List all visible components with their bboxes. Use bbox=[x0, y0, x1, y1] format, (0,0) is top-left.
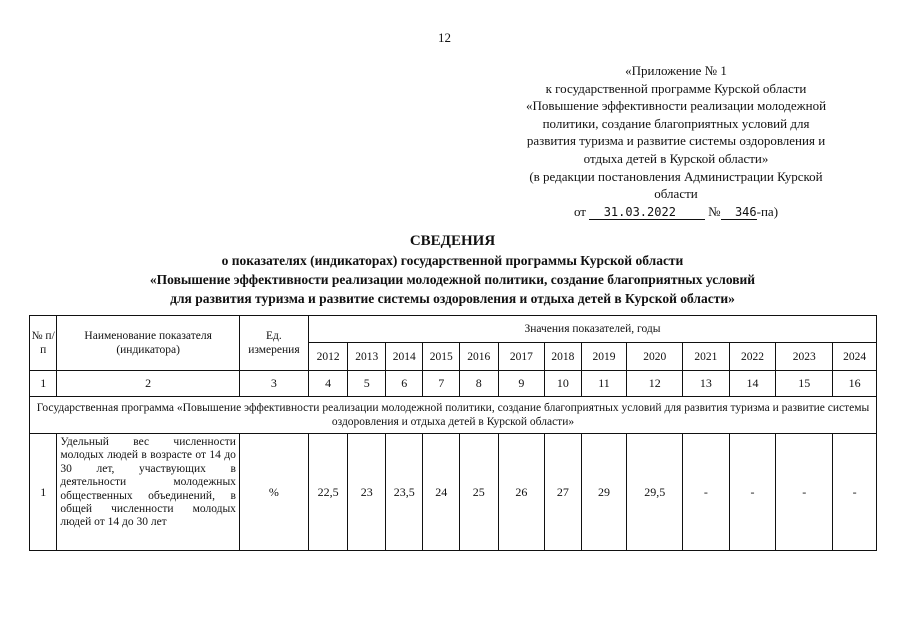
resolution-date: 31.03.2022 bbox=[589, 205, 705, 220]
row-value: 23 bbox=[348, 434, 386, 551]
indicators-table bbox=[29, 315, 877, 551]
header-num: № п/п bbox=[30, 316, 57, 371]
header-year: 2020 bbox=[627, 343, 683, 371]
column-number: 13 bbox=[683, 371, 730, 397]
table-row bbox=[30, 434, 877, 551]
row-value: 27 bbox=[545, 434, 582, 551]
header-values-group: Значения показателей, годы bbox=[308, 316, 876, 343]
header-year: 2022 bbox=[729, 343, 776, 371]
column-numbers-row bbox=[30, 371, 877, 397]
appendix-note bbox=[488, 62, 864, 220]
header-year: 2013 bbox=[348, 343, 386, 371]
appendix-line: «Повышение эффективности реализации молодежной bbox=[525, 98, 827, 114]
column-number: 4 bbox=[308, 371, 348, 397]
appendix-line: отдыха детей в Курской области» bbox=[583, 150, 769, 166]
number-suffix: -па) bbox=[756, 203, 779, 219]
header-year: 2018 bbox=[545, 343, 582, 371]
program-name: Государственная программа «Повышение эффективности реализации молодежной политики, создание благоприятных условий для развития туризма и развитие системы оздоровления и отдыха детей в Курской области» bbox=[30, 397, 877, 434]
resolution-number: 346 bbox=[721, 205, 757, 220]
row-indicator-name: Удельный вес численности молодых людей в возрасте от 14 до 30 лет, участвующих в деятельности молодежных общественных объединений, в общей численности молодых людей от 14 до 30 лет bbox=[57, 434, 240, 551]
column-number: 11 bbox=[581, 371, 627, 397]
column-number: 2 bbox=[57, 371, 240, 397]
row-value: 26 bbox=[498, 434, 545, 551]
column-number: 1 bbox=[30, 371, 57, 397]
title-line: о показателях (индикаторах) государственной программы Курской области bbox=[221, 253, 684, 268]
row-num: 1 bbox=[30, 434, 57, 551]
column-number: 3 bbox=[239, 371, 308, 397]
date-prefix: от bbox=[573, 203, 586, 219]
appendix-line: «Приложение № 1 bbox=[625, 63, 727, 78]
title-heading: СВЕДЕНИЯ bbox=[409, 233, 496, 249]
appendix-line: к государственной программе Курской области bbox=[545, 80, 807, 96]
header-year: 2023 bbox=[776, 343, 833, 371]
column-number: 6 bbox=[385, 371, 423, 397]
header-year: 2024 bbox=[833, 343, 877, 371]
header-year: 2012 bbox=[308, 343, 348, 371]
number-prefix: № bbox=[708, 203, 721, 219]
header-year: 2019 bbox=[581, 343, 627, 371]
row-value: - bbox=[683, 434, 730, 551]
header-year: 2021 bbox=[683, 343, 730, 371]
row-value: - bbox=[776, 434, 833, 551]
resolution-date-line bbox=[488, 203, 864, 221]
header-indicator-name: Наименование показателя (индикатора) bbox=[57, 316, 240, 371]
column-number: 10 bbox=[545, 371, 582, 397]
program-row bbox=[30, 397, 877, 434]
row-unit: % bbox=[239, 434, 308, 551]
column-number: 16 bbox=[833, 371, 877, 397]
header-unit: Ед. измерения bbox=[239, 316, 308, 371]
title-line: для развития туризма и развитие системы оздоровления и отдыха детей в Курской области» bbox=[170, 291, 735, 306]
row-value: 22,5 bbox=[308, 434, 348, 551]
appendix-line: развития туризма и развитие системы оздоровления и bbox=[526, 133, 826, 149]
header-year: 2016 bbox=[459, 343, 498, 371]
row-value: 29,5 bbox=[627, 434, 683, 551]
column-number: 9 bbox=[498, 371, 545, 397]
column-number: 15 bbox=[776, 371, 833, 397]
row-value: 25 bbox=[459, 434, 498, 551]
row-value: 24 bbox=[423, 434, 460, 551]
column-number: 14 bbox=[729, 371, 776, 397]
appendix-line: политики, создание благоприятных условий для bbox=[542, 115, 810, 131]
header-year: 2015 bbox=[423, 343, 460, 371]
appendix-line: области bbox=[654, 186, 698, 202]
header-year: 2017 bbox=[498, 343, 545, 371]
row-value: - bbox=[729, 434, 776, 551]
row-value: 23,5 bbox=[385, 434, 423, 551]
page-number: 12 bbox=[438, 30, 451, 45]
document-title bbox=[30, 232, 875, 308]
title-line: «Повышение эффективности реализации молодежной политики, создание благоприятных условий bbox=[149, 272, 756, 287]
column-number: 8 bbox=[459, 371, 498, 397]
column-number: 12 bbox=[627, 371, 683, 397]
header-year: 2014 bbox=[385, 343, 423, 371]
appendix-line: (в редакции постановления Администрации Курской bbox=[529, 168, 823, 184]
column-number: 7 bbox=[423, 371, 460, 397]
column-number: 5 bbox=[348, 371, 386, 397]
row-value: - bbox=[833, 434, 877, 551]
row-value: 29 bbox=[581, 434, 627, 551]
